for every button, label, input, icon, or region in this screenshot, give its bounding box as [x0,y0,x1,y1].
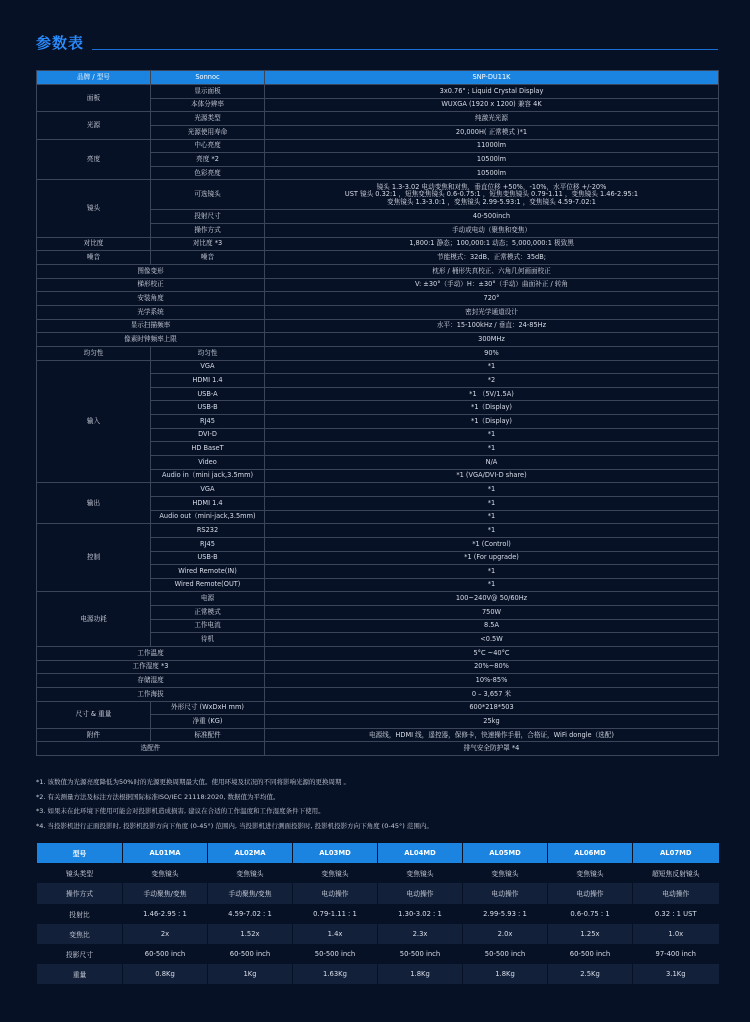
table-cell: 变焦镜头 [123,863,208,883]
row-value: 节能模式：32dB、正常模式：35dB; [265,251,719,265]
table-cell: 投射比 [37,904,123,924]
row-value: 600*218*503 [265,701,719,715]
table-cell: 1.63Kg [293,964,378,984]
table-row [37,592,719,606]
row-value: *1 [265,496,719,510]
table-cell: 4.59-7.02 : 1 [208,904,293,924]
table-row [37,112,719,126]
table-cell: 手动聚焦/变焦 [208,883,293,903]
row-label: 工作电流 [151,619,265,633]
row-value: *1（Display) [265,415,719,429]
group-contrast: 对比度 [37,237,151,251]
row-label: Audio in（mini jack,3.5mm) [151,469,265,483]
row-label: DVI-D [151,428,265,442]
row-label: 亮度 *2 [151,153,265,167]
row-label: 光学系统 [37,305,265,319]
row-value: 5°C ~40°C [265,646,719,660]
footnote-4: *4. 当投影机进行正面投影时, 投影机投影方向下角度 (0-45°) 范围内, 当投影机进行测面投影时, 投影机投影方向下角度 (0-45°) 范围内。 [36,821,433,830]
table-cell: 超短焦反射镜头 [633,863,719,883]
row-label: RJ45 [151,537,265,551]
model-header-cell: AL06MD [548,843,633,863]
row-label: 工作海拔 [37,687,265,701]
row-value: *1 [265,442,719,456]
table-cell: 2x [123,924,208,944]
table-row [37,863,719,883]
table-row [37,237,719,251]
table-cell: 电动操作 [633,883,719,903]
table-cell: 60-500 inch [548,944,633,964]
group-light: 光源 [37,112,151,139]
footnotes [36,775,718,833]
table-row [37,524,719,538]
lens-line-3: 变焦镜头 1.3-3.0:1 ，变焦镜头 2.99-5.93:1 ，变焦镜头 4.59-7.02:1 [387,197,596,206]
row-value: *1 [265,510,719,524]
table-cell: 0.8Kg [123,964,208,984]
table-row [37,687,719,701]
table-cell: 2.99-5.93 : 1 [463,904,548,924]
table-row [37,483,719,497]
table-row [37,278,719,292]
row-label: HDMI 1.4 [151,496,265,510]
row-label: 工作温度 [37,646,265,660]
row-label: 投射尺寸 [151,210,265,224]
row-value: 720° [265,292,719,306]
row-label: RJ45 [151,415,265,429]
table-cell: 电动操作 [463,883,548,903]
row-value: N/A [265,456,719,470]
table-cell: 1.30-3.02 : 1 [378,904,463,924]
row-label: 色彩亮度 [151,166,265,180]
model-header-row [37,843,719,863]
table-cell: 变焦镜头 [548,863,633,883]
table-cell: 1.4x [293,924,378,944]
row-value: *1 [265,578,719,592]
row-value: 水平：15-100kHz / 垂直：24-85Hz [265,319,719,333]
row-value: 枕形 / 桶形失真校正、六角几何画面校正 [265,265,719,279]
row-value: *1 [265,428,719,442]
footnote-1: *1. 该数值为光源亮度降低为50%时的光源更换周期最大值。使用环境及状况的不同将影响光源的更换周期 。 [36,778,351,786]
row-label: VGA [151,360,265,374]
row-label: RS232 [151,524,265,538]
group-control: 控制 [37,524,151,592]
row-value: 10%-85% [265,674,719,688]
table-row [37,904,719,924]
group-size-weight: 尺寸 & 重量 [37,701,151,728]
row-label: USB-B [151,401,265,415]
table-row [37,346,719,360]
row-value: 密封光学通道设计 [265,305,719,319]
row-value: *1 [265,524,719,538]
table-row [37,728,719,742]
model-header-cell: AL07MD [633,843,719,863]
table-row [37,944,719,964]
table-cell: 变焦比 [37,924,123,944]
row-value: 11000lm [265,139,719,153]
row-label: 对比度 *3 [151,237,265,251]
model-header-cell: AL04MD [378,843,463,863]
group-output: 输出 [37,483,151,524]
row-label: 梯形校正 [37,278,265,292]
row-label: USB-B [151,551,265,565]
row-label: HDMI 1.4 [151,374,265,388]
row-label: 净重 (KG) [151,715,265,729]
table-cell: 2.5Kg [548,964,633,984]
table-row [37,139,719,153]
row-value: 3x0.76" ; Liquid Crystal Display [265,85,719,99]
row-value: 90% [265,346,719,360]
spec-header-brand: Sonnoc [151,71,265,85]
table-cell: 电动操作 [378,883,463,903]
table-cell: 1.8Kg [378,964,463,984]
row-label: 中心亮度 [151,139,265,153]
row-label: 电源 [151,592,265,606]
row-label: 操作方式 [151,224,265,238]
group-noise: 噪音 [37,251,151,265]
row-value: WUXGA (1920 x 1200) 兼容 4K [265,98,719,112]
row-label: 显示面板 [151,85,265,99]
table-cell: 重量 [37,964,123,984]
row-label: 图像变形 [37,265,265,279]
table-row [37,646,719,660]
table-cell: 电动操作 [548,883,633,903]
row-value: *1 [265,360,719,374]
row-label: 正常模式 [151,606,265,620]
table-row [37,701,719,715]
row-value: *1（Display) [265,401,719,415]
row-label: Audio out（mini-jack,3.5mm) [151,510,265,524]
row-value: 8.5A [265,619,719,633]
lens-line-2: UST 镜头 0.32:1 ，短焦变焦镜头 0.6-0.75:1 ，短焦变焦镜头 0.79-1.11 ，变焦镜头 1.46-2.95:1 [344,190,639,199]
table-row [37,265,719,279]
row-value: 纯激光光源 [265,112,719,126]
title-divider [92,49,718,50]
row-label: Wired Remote(IN) [151,565,265,579]
table-row [37,883,719,903]
table-cell: 60-500 inch [208,944,293,964]
row-value: 20%~80% [265,660,719,674]
table-cell: 0.79-1.11 : 1 [293,904,378,924]
row-value: 10500lm [265,166,719,180]
group-uniformity: 均匀性 [37,346,151,360]
table-cell: 电动操作 [293,883,378,903]
table-row [37,964,719,984]
table-cell: 镜头类型 [37,863,123,883]
spec-header-model: SNP-DU11K [265,71,719,85]
spec-table [36,70,719,756]
row-value: 电源线，HDMI 线，遥控器，保修卡，快速操作手册，合格证，WiFi dongle（选配) [265,728,719,742]
table-row [37,85,719,99]
row-label: 外形尺寸 (WxDxH mm) [151,701,265,715]
row-value: V: ±30°（手动）H：±30°（手动）曲面补正 / 转角 [265,278,719,292]
table-cell: 变焦镜头 [463,863,548,883]
row-value: 300MHz [265,333,719,347]
table-cell: 投影尺寸 [37,944,123,964]
table-cell: 1.0x [633,924,719,944]
row-label: USB-A [151,387,265,401]
table-cell: 60-500 inch [123,944,208,964]
row-value: *2 [265,374,719,388]
table-cell: 50-500 inch [293,944,378,964]
table-cell: 操作方式 [37,883,123,903]
row-value: *1 (Control) [265,537,719,551]
table-cell: 3.1Kg [633,964,719,984]
table-row [37,924,719,944]
row-value [265,180,719,210]
row-value: *1 [265,483,719,497]
row-value: 手动或电动（聚焦和变焦） [265,224,719,238]
footnote-2: *2. 有关测量方法及标注方法根据国际标准ISO/IEC 21118:2020, 数据值为平均值。 [36,792,280,801]
table-row [37,305,719,319]
spec-header-row [37,71,719,85]
table-cell: 1.25x [548,924,633,944]
row-label: VGA [151,483,265,497]
table-row [37,319,719,333]
row-label: 工作湿度 *3 [37,660,265,674]
group-input: 输入 [37,360,151,483]
table-row [37,333,719,347]
group-panel: 面板 [37,85,151,112]
row-label: HD BaseT [151,442,265,456]
table-cell: 变焦镜头 [208,863,293,883]
row-label: Wired Remote(OUT) [151,578,265,592]
lens-model-table [36,843,719,984]
row-value: <0.5W [265,633,719,647]
row-value: 20,000H( 正常模式 )*1 [265,125,719,139]
table-cell: 1.8Kg [463,964,548,984]
row-label: 像素时钟频率上限 [37,333,265,347]
row-label: 标准配件 [151,728,265,742]
table-row [37,660,719,674]
row-label: 本体分辨率 [151,98,265,112]
row-value: *1 (For upgrade) [265,551,719,565]
table-row [37,251,719,265]
model-header-cell: AL02MA [208,843,293,863]
row-label: 噪音 [151,251,265,265]
model-header-cell: AL01MA [123,843,208,863]
table-row [37,674,719,688]
lens-line-1: 镜头 1.3-3.02 电动变焦和对焦，垂直位移 +50%，-10%，水平位移 +/-20% [376,183,607,192]
row-value: 40-500inch [265,210,719,224]
row-value: *1 (VGA/DVI-D share) [265,469,719,483]
table-cell: 2.0x [463,924,548,944]
row-value: 750W [265,606,719,620]
table-cell: 50-500 inch [463,944,548,964]
row-value: 25kg [265,715,719,729]
footnote-3: *3. 如果未在此环境下使用可能会对投影机造成损害, 建议在合适的工作温度和工作湿度条件下使用。 [36,807,325,816]
row-value: *1 （5V/1.5A) [265,387,719,401]
row-value: 排气安全防护罩 *4 [265,742,719,756]
table-cell: 1.46-2.95 : 1 [123,904,208,924]
row-label: 可选镜头 [151,180,265,210]
table-cell: 1.52x [208,924,293,944]
row-label: 安装角度 [37,292,265,306]
row-label: 光源类型 [151,112,265,126]
page-title: 参数表 [36,34,85,52]
row-value: 1,800:1 静态；100,000:1 动态；5,000,000:1 极致黑 [265,237,719,251]
table-row [37,292,719,306]
row-label: 均匀性 [151,346,265,360]
table-cell: 1Kg [208,964,293,984]
group-accessories: 附件 [37,728,151,742]
row-label: 显示扫描频率 [37,319,265,333]
table-cell: 变焦镜头 [378,863,463,883]
row-label: Video [151,456,265,470]
table-row [37,742,719,756]
model-header-cell: AL05MD [463,843,548,863]
model-header-cell: 型号 [37,843,123,863]
table-row [37,360,719,374]
table-cell: 0.32 : 1 UST [633,904,719,924]
row-value: 100~240V@ 50/60Hz [265,592,719,606]
table-cell: 手动聚焦/变焦 [123,883,208,903]
model-header-cell: AL03MD [293,843,378,863]
row-value: *1 [265,565,719,579]
table-cell: 2.3x [378,924,463,944]
spec-header-label: 品牌 / 型号 [37,71,151,85]
table-cell: 0.6-0.75 : 1 [548,904,633,924]
row-label: 光源使用寿命 [151,125,265,139]
table-cell: 97-400 inch [633,944,719,964]
row-value: 10500lm [265,153,719,167]
group-lens: 镜头 [37,180,151,237]
row-value: 0 – 3,657 米 [265,687,719,701]
group-optional: 选配件 [37,742,265,756]
table-cell: 变焦镜头 [293,863,378,883]
group-power: 电源功耗 [37,592,151,647]
table-cell: 50-500 inch [378,944,463,964]
row-label: 存储湿度 [37,674,265,688]
row-label: 待机 [151,633,265,647]
group-brightness: 亮度 [37,139,151,180]
table-row [37,180,719,210]
